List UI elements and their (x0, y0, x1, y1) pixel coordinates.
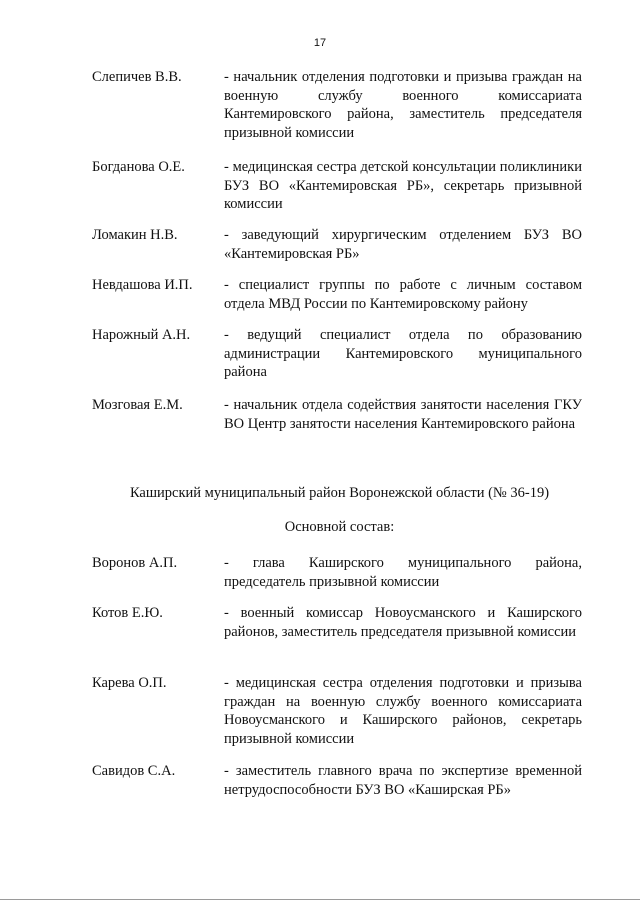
page-number: 17 (313, 37, 327, 49)
member-role: - начальник отдела содействия занятости населения ГКУ ВО Центр занятости населения Кантемировского района (224, 397, 582, 432)
member-role: - специалист группы по работе с личным составом отдела МВД России по Кантемировскому району (224, 277, 582, 312)
member-name: Ломакин Н.В. (92, 227, 178, 243)
member-role: - начальник отделения подготовки и призыва граждан на военную службу военного комиссариата Кантемировского района, заместитель председателя призывной комиссии (224, 69, 582, 141)
district-heading: Каширский муниципальный район Воронежской области (№ 36-19) (129, 485, 550, 501)
member-role: - ведущий специалист отдела по образованию администрации Кантемировского муниципального района (224, 327, 582, 380)
member-name: Мозговая Е.М. (92, 397, 183, 413)
member-role: - медицинская сестра детской консультации поликлиники БУЗ ВО «Кантемировская РБ», секретарь призывной комиссии (224, 159, 582, 212)
member-role: - глава Каширского муниципального района, председатель призывной комиссии (224, 555, 582, 590)
member-role: - военный комиссар Новоусманского и Каширского районов, заместитель председателя призывной комиссии (224, 605, 582, 640)
member-name: Котов Е.Ю. (92, 605, 163, 621)
member-name: Богданова О.Е. (92, 159, 185, 175)
member-name: Савидов С.А. (92, 763, 176, 779)
member-name: Нарожный А.Н. (92, 327, 191, 343)
member-role: - заведующий хирургическим отделением БУЗ ВО «Кантемировская РБ» (224, 227, 582, 262)
member-name: Карева О.П. (92, 675, 167, 691)
member-role: - заместитель главного врача по экспертизе временной нетрудоспособности БУЗ ВО «Каширская РБ» (224, 763, 582, 798)
member-role: - медицинская сестра отделения подготовки и призыва граждан на военную службу военного комиссариата Новоусманского и Каширского районов, секретарь призывной комиссии (224, 675, 582, 747)
member-name: Невдашова И.П. (92, 277, 193, 293)
member-name: Воронов А.П. (92, 555, 178, 571)
scan-edge-line (0, 899, 640, 900)
member-name: Слепичев В.В. (92, 69, 182, 85)
composition-heading: Основной состав: (284, 519, 395, 535)
